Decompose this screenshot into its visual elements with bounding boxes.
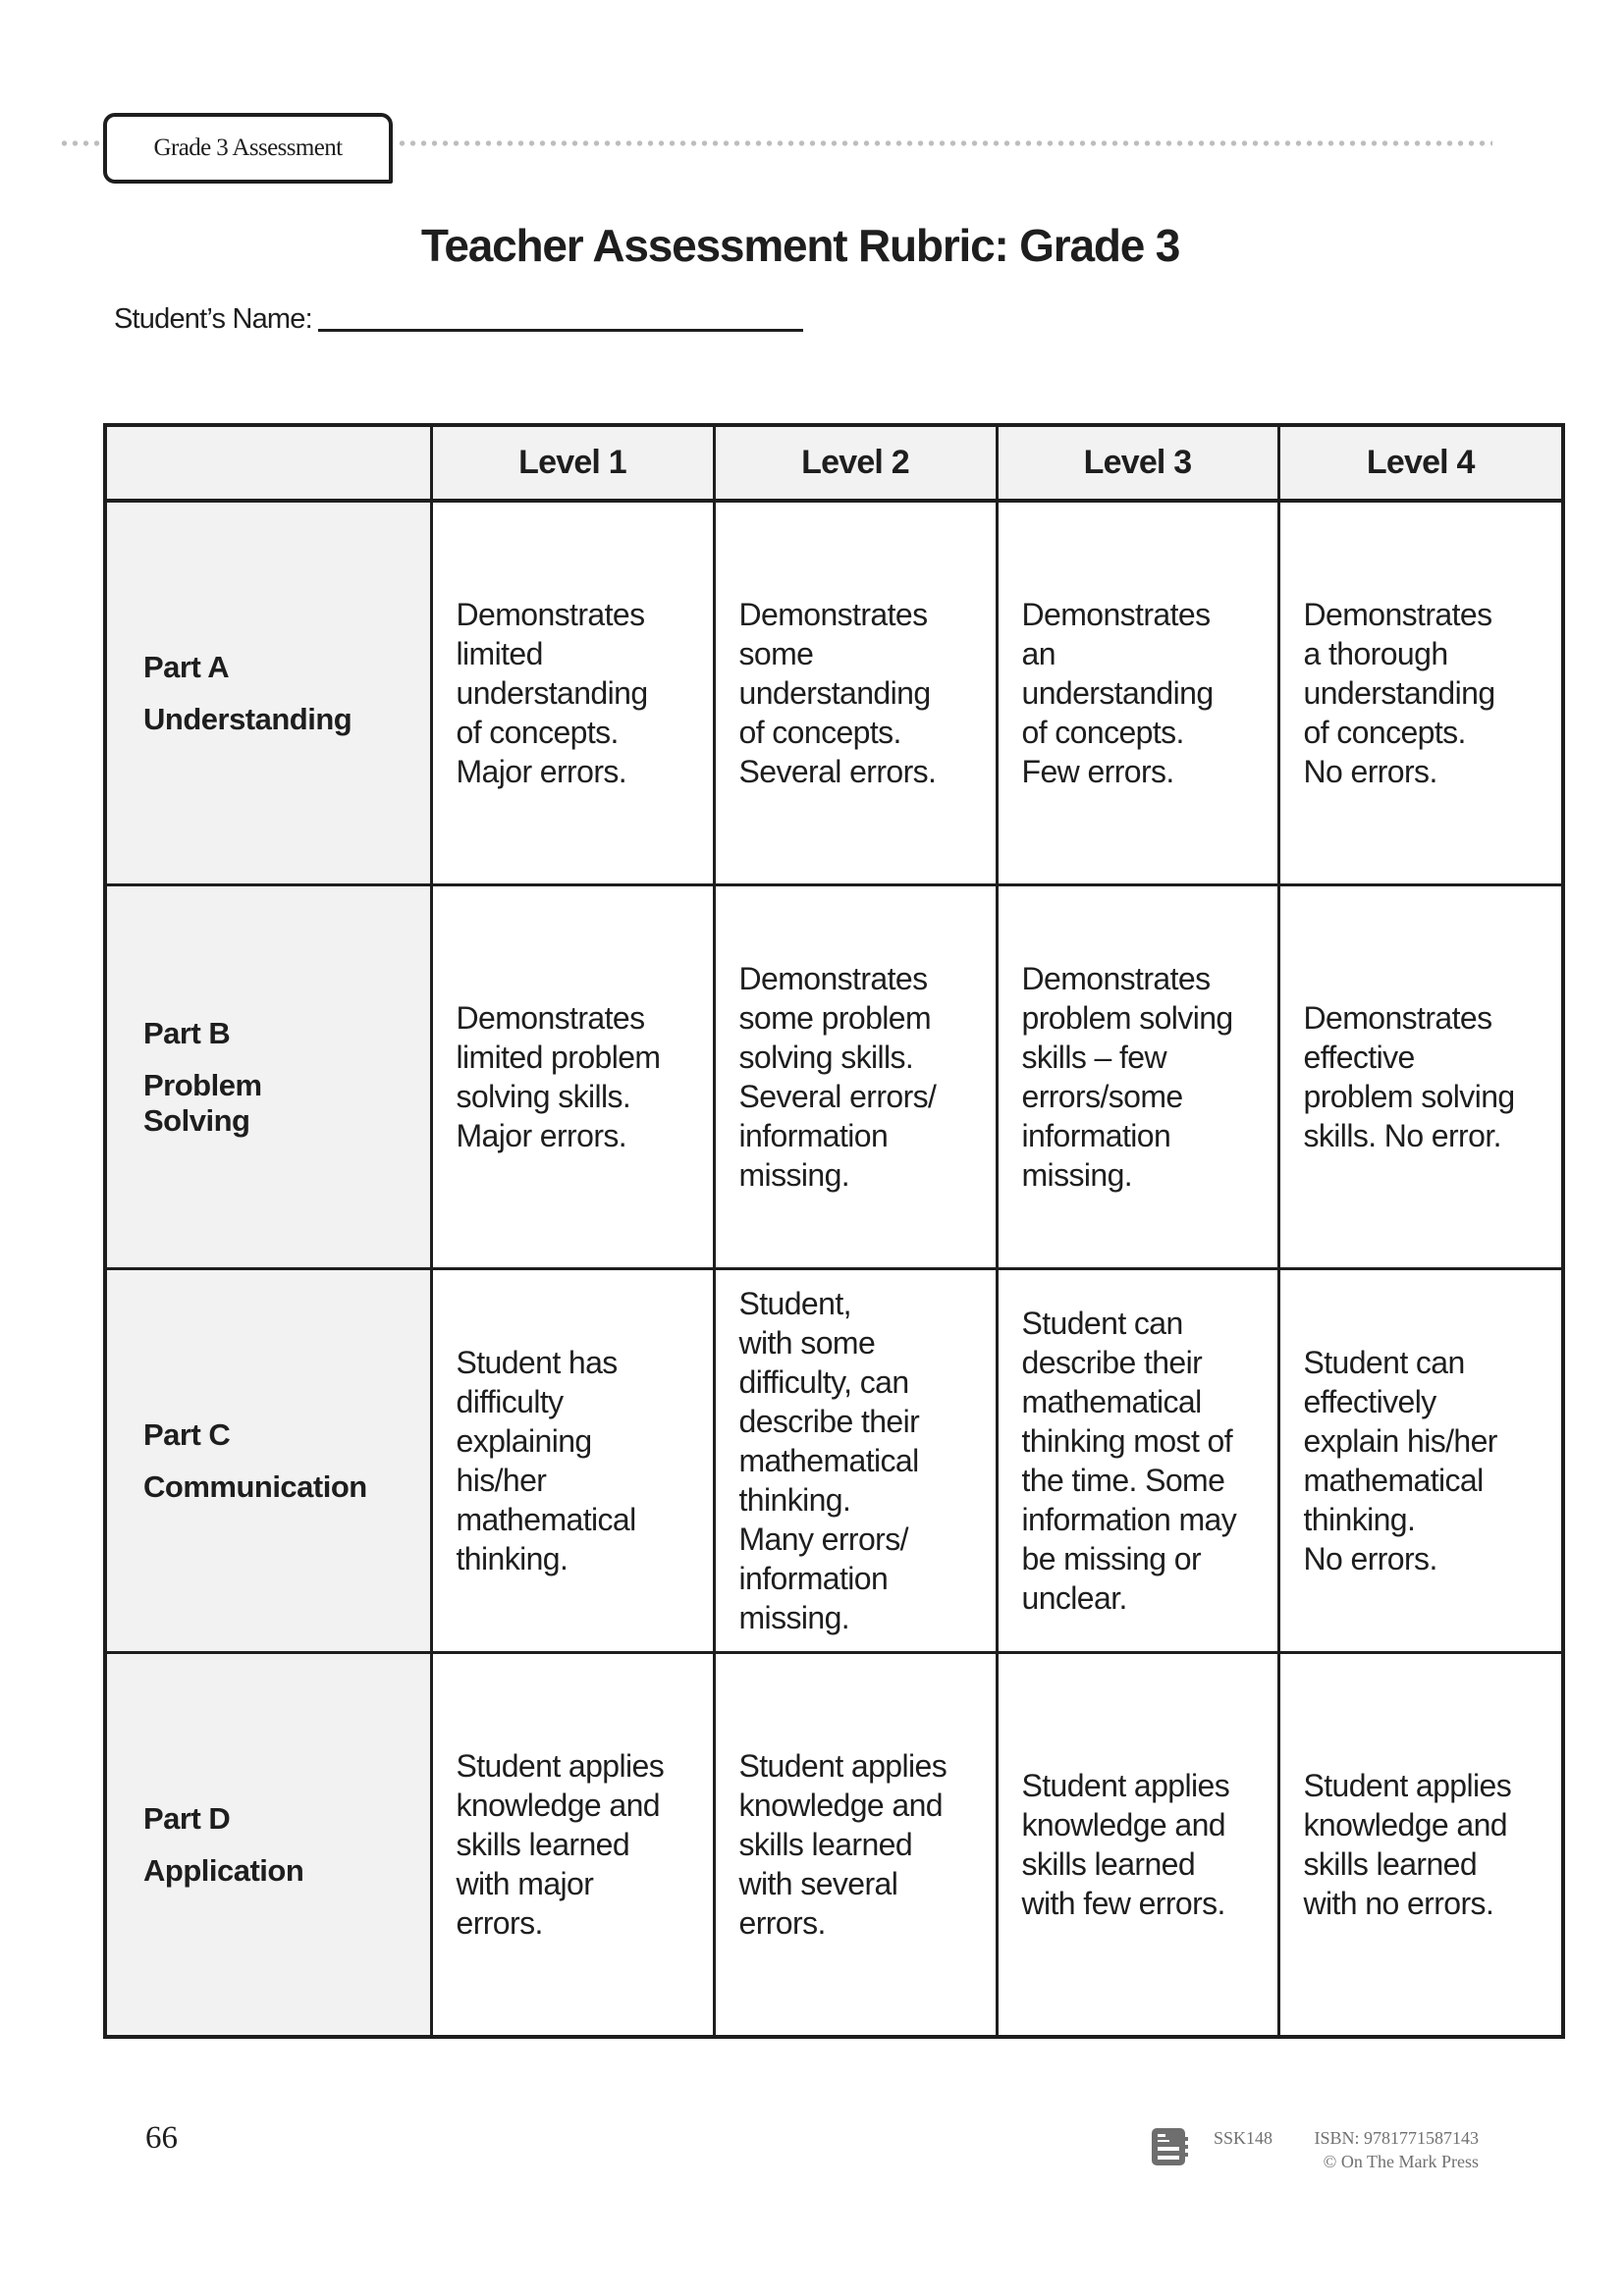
descriptor-line: knowledge and: [738, 1788, 943, 1823]
descriptor-line: with no errors.: [1303, 1886, 1494, 1921]
descriptor-line: Demonstrates: [456, 1000, 645, 1036]
descriptor-line: some problem: [738, 1000, 932, 1036]
notepad-logo-icon: [1152, 2128, 1191, 2165]
isbn: ISBN: 9781771587143: [1314, 2128, 1479, 2148]
rubric-row: [105, 1269, 1563, 1653]
rubric-table: [103, 423, 1565, 2039]
part-label: Part B: [143, 1016, 231, 1050]
descriptor-line: Student,: [738, 1286, 851, 1321]
descriptor-line: knowledge and: [1303, 1807, 1507, 1842]
descriptor-line: limited problem: [456, 1040, 661, 1075]
descriptor-line: knowledge and: [456, 1788, 660, 1823]
part-label: Part A: [143, 650, 230, 684]
descriptor-line: Demonstrates: [1303, 597, 1492, 632]
descriptor-line: Student has: [456, 1345, 618, 1380]
descriptor-line: missing.: [738, 1157, 850, 1193]
rubric-body: [105, 501, 1563, 2037]
header-level-1: Level 1: [431, 425, 714, 501]
category-label: Application: [143, 1853, 304, 1888]
descriptor-line: thinking most of: [1021, 1423, 1233, 1459]
descriptor-line: skills. No error.: [1303, 1118, 1501, 1153]
descriptor-line: effective: [1303, 1040, 1415, 1075]
descriptor-line: solving skills.: [738, 1040, 914, 1075]
descriptor-line: difficulty, can: [738, 1364, 909, 1400]
descriptor-line: Demonstrates: [456, 597, 645, 632]
level-2-descriptor: [714, 1653, 997, 2038]
descriptor-line: explain his/her: [1303, 1423, 1497, 1459]
descriptor-line: Major errors.: [456, 1118, 627, 1153]
section-tab-label: Grade 3 Assessment: [153, 134, 343, 161]
descriptor-line: of concepts.: [456, 715, 619, 750]
category-label: Communication: [143, 1469, 367, 1504]
descriptor-line: with major: [456, 1866, 594, 1901]
descriptor-line: Demonstrates: [738, 597, 928, 632]
descriptor-line: information: [1021, 1118, 1171, 1153]
descriptor-line: Student applies: [1021, 1768, 1230, 1803]
header-corner-cell: [105, 425, 431, 501]
descriptor-line: No errors.: [1303, 1541, 1437, 1576]
descriptor-line: mathematical: [738, 1443, 919, 1478]
descriptor-line: be missing or: [1021, 1541, 1201, 1576]
descriptor-line: understanding: [1021, 675, 1214, 711]
level-1-descriptor: [431, 885, 714, 1269]
level-1-descriptor: [431, 1269, 714, 1653]
level-3-descriptor: [997, 1269, 1278, 1653]
descriptor-line: understanding: [456, 675, 648, 711]
descriptor-line: explaining: [456, 1423, 592, 1459]
descriptor-line: skills learned: [456, 1827, 630, 1862]
descriptor-line: Student applies: [456, 1748, 665, 1784]
descriptor-line: problem solving: [1021, 1000, 1233, 1036]
row-header-cell: [105, 501, 431, 885]
rubric-row: [105, 885, 1563, 1269]
descriptor-line: Student applies: [738, 1748, 947, 1784]
header-level-4: Level 4: [1278, 425, 1563, 501]
descriptor-line: effectively: [1303, 1384, 1436, 1419]
level-1-descriptor: [431, 501, 714, 885]
level-2-descriptor: [714, 501, 997, 885]
level-4-descriptor: [1278, 1269, 1563, 1653]
descriptor-line: mathematical: [1021, 1384, 1202, 1419]
category-label: Problem: [143, 1068, 262, 1102]
descriptor-line: skills – few: [1021, 1040, 1167, 1075]
page-number: 66: [145, 2120, 178, 2156]
descriptor-line: No errors.: [1303, 754, 1437, 789]
descriptor-line: Student can: [1303, 1345, 1465, 1380]
category-label: Understanding: [143, 702, 352, 736]
level-4-descriptor: [1278, 885, 1563, 1269]
descriptor-line: understanding: [1303, 675, 1495, 711]
descriptor-line: Student applies: [1303, 1768, 1512, 1803]
descriptor-line: describe their: [1021, 1345, 1203, 1380]
student-name-field: [114, 302, 803, 336]
descriptor-line: knowledge and: [1021, 1807, 1225, 1842]
descriptor-line: Student can: [1021, 1306, 1183, 1341]
descriptor-line: missing.: [1021, 1157, 1133, 1193]
descriptor-line: Many errors/: [738, 1522, 908, 1557]
descriptor-line: with several: [738, 1866, 898, 1901]
category-label: Solving: [143, 1103, 250, 1138]
level-4-descriptor: [1278, 1653, 1563, 2038]
descriptor-line: with few errors.: [1021, 1886, 1225, 1921]
descriptor-line: of concepts.: [1021, 715, 1184, 750]
descriptor-line: with some: [738, 1325, 876, 1361]
rubric-row: [105, 1653, 1563, 2038]
descriptor-line: Demonstrates: [1021, 961, 1211, 996]
descriptor-line: Several errors.: [738, 754, 937, 789]
part-label: Part C: [143, 1417, 231, 1452]
descriptor-line: solving skills.: [456, 1079, 631, 1114]
descriptor-line: thinking.: [1303, 1502, 1416, 1537]
descriptor-line: Demonstrates: [1303, 1000, 1492, 1036]
row-header-cell: [105, 1653, 431, 2038]
part-label: Part D: [143, 1801, 231, 1836]
product-code: SSK148: [1214, 2128, 1273, 2148]
descriptor-line: Demonstrates: [738, 961, 928, 996]
copyright: © On The Mark Press: [1323, 2152, 1479, 2171]
descriptor-line: thinking.: [456, 1541, 568, 1576]
descriptor-line: skills learned: [1303, 1846, 1478, 1882]
level-2-descriptor: [714, 1269, 997, 1653]
rubric-header-row: [105, 425, 1563, 501]
student-name-blank-line[interactable]: [318, 329, 803, 332]
descriptor-line: Major errors.: [456, 754, 627, 789]
descriptor-line: information may: [1021, 1502, 1237, 1537]
descriptor-line: errors/some: [1021, 1079, 1183, 1114]
descriptor-line: missing.: [738, 1600, 850, 1635]
dotted-rule-left: [59, 140, 102, 146]
page-title: Teacher Assessment Rubric: Grade 3: [420, 220, 1180, 271]
descriptor-line: of concepts.: [1303, 715, 1466, 750]
descriptor-line: limited: [456, 636, 543, 671]
header-level-2: Level 2: [714, 425, 997, 501]
descriptor-line: errors.: [738, 1905, 826, 1941]
descriptor-line: Demonstrates: [1021, 597, 1211, 632]
descriptor-line: skills learned: [1021, 1846, 1196, 1882]
descriptor-line: his/her: [456, 1463, 547, 1498]
descriptor-line: some: [738, 636, 814, 671]
descriptor-line: thinking.: [738, 1482, 851, 1518]
row-header-cell: [105, 885, 431, 1269]
level-1-descriptor: [431, 1653, 714, 2038]
rubric-row: [105, 501, 1563, 885]
descriptor-line: information: [738, 1118, 889, 1153]
descriptor-line: the time. Some: [1021, 1463, 1225, 1498]
row-header-cell: [105, 1269, 431, 1653]
descriptor-line: unclear.: [1021, 1580, 1127, 1616]
publisher-info: [1214, 2126, 1479, 2173]
section-tab: [103, 113, 393, 184]
level-3-descriptor: [997, 501, 1278, 885]
descriptor-line: of concepts.: [738, 715, 901, 750]
student-name-label: Student’s Name:: [114, 303, 312, 335]
descriptor-line: problem solving: [1303, 1079, 1515, 1114]
descriptor-line: mathematical: [1303, 1463, 1484, 1498]
descriptor-line: understanding: [738, 675, 931, 711]
descriptor-line: mathematical: [456, 1502, 636, 1537]
descriptor-line: an: [1021, 636, 1056, 671]
level-4-descriptor: [1278, 501, 1563, 885]
descriptor-line: errors.: [456, 1905, 543, 1941]
descriptor-line: Several errors/: [738, 1079, 937, 1114]
level-3-descriptor: [997, 1653, 1278, 2038]
header-level-3: Level 3: [997, 425, 1278, 501]
descriptor-line: Few errors.: [1021, 754, 1174, 789]
descriptor-line: information: [738, 1561, 889, 1596]
dotted-rule-right: [397, 140, 1492, 146]
descriptor-line: skills learned: [738, 1827, 913, 1862]
descriptor-line: difficulty: [456, 1384, 564, 1419]
level-3-descriptor: [997, 885, 1278, 1269]
level-2-descriptor: [714, 885, 997, 1269]
descriptor-line: a thorough: [1303, 636, 1448, 671]
descriptor-line: describe their: [738, 1404, 920, 1439]
